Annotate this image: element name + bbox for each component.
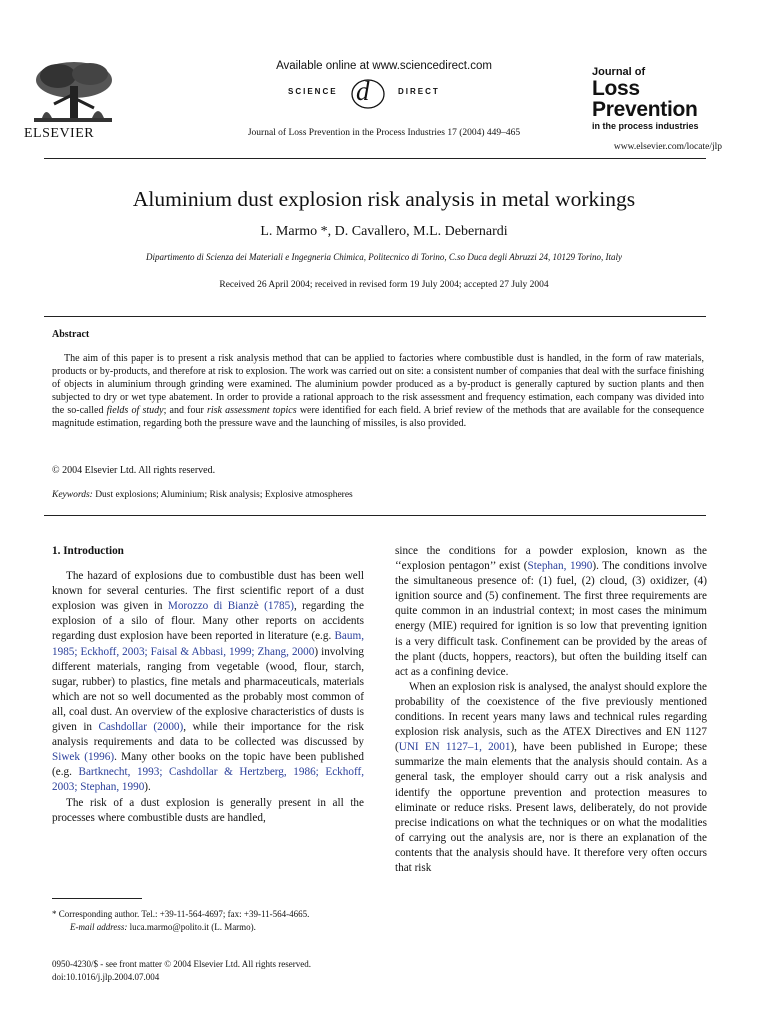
- journal-citation: Journal of Loss Prevention in the Process Industries 17 (2004) 449–465: [247, 128, 521, 138]
- paragraph-text: When an explosion risk is analysed, the analyst should explore the probability of the coexistence of the five previously mentioned conditions. In recent years many laws and technical rules regarding explosion risk analysis, such as the ATEX Directives and EN 1127 (: [395, 680, 707, 754]
- journal-logo-line2: Loss: [592, 77, 640, 100]
- abstract-top-rule: [44, 316, 706, 317]
- sciencedirect-at-circle-icon: [350, 78, 386, 110]
- sciencedirect-availability: Available online at www.sciencedirect.com: [276, 60, 492, 72]
- issn-line: 0950-4230/$ - see front matter © 2004 Elsevier Ltd. All rights reserved.: [52, 959, 312, 969]
- paragraph-text: The hazard of explosions due to combustible dust has been well known for several centuries. The first scientific report of a dust explosion was given in: [52, 570, 364, 613]
- article-authors: L. Marmo *, D. Cavallero, M.L. Debernardi: [260, 224, 508, 239]
- paragraph-text: ).: [144, 781, 151, 794]
- citation-link[interactable]: Siwek (1996): [52, 751, 115, 764]
- abstract-heading: Abstract: [52, 329, 90, 340]
- citation-link[interactable]: Cashdollar (2000): [98, 721, 184, 734]
- paragraph-text: ). The conditions involve the simultaneous presence of: (1) fuel, (2) cloud, (3) oxidizer, (4) ignition source and (5) confinement. The first three requirements are quite common in an industrial context; in most cases the minimum energy (MIE) required for ignition is so low that preventing ignition is a very difficult task. Confinement can be provided by the areas of the plant (ducts, hoppers, reactors), but often the building itself can act as a confining device.: [395, 560, 708, 678]
- sciencedirect-logo: [280, 76, 480, 110]
- sciencedirect-logo-at: d: [356, 76, 370, 106]
- citation-link[interactable]: Baum, 1985; Eckhoff, 2003; Faisal & Abbasi, 1999; Zhang, 2000: [52, 630, 364, 658]
- header-rule: [44, 158, 706, 159]
- paragraph-text: since the conditions for a powder explosion, known as the ‘‘explosion pentagon’’ exist (: [395, 545, 707, 573]
- paragraph: [395, 680, 707, 876]
- abstract-text-c: were identified for each field. A brief review of the methods that are available for the consequence magnitude estimation, regarding both the pressure wave and the launching of missiles, is also provided.: [52, 405, 705, 430]
- publisher-name: ELSEVIER: [24, 126, 95, 141]
- footnote-rule: [52, 898, 142, 899]
- paragraph-text: . Many other books on the topic have been published (e.g.: [52, 751, 364, 779]
- citation-link[interactable]: Morozzo di Bianzè (1785): [167, 600, 294, 613]
- body-column-left: [52, 544, 364, 826]
- journal-logo: [592, 66, 722, 132]
- paragraph: The risk of a dust explosion is generally present in all the processes where combustible dusts are handled,: [52, 796, 364, 824]
- paragraph-text: , while their importance for the risk analysis requirements and data to be collected was discussed by: [52, 721, 364, 749]
- sciencedirect-logo-left: SCIENCE: [288, 87, 338, 96]
- abstract-text-a: The aim of this paper is to present a risk analysis method that can be applied to factories where combustible dust is handled, in the form of raw materials, products or by-products, and therefore at risk to explosion. The work was carried out on site: a consistent number of companies that deal with the surface finishing of objects in aluminium through grinding were examined. The aluminium powder produced as a by-product is generally captured by suction plants and then subjected to dry or wet type abatement. In order to provide a rational approach to the risk assessment and frequency estimation, each company was divided into the so-called: [52, 353, 704, 417]
- keywords-list: Dust explosions; Aluminium; Risk analysis; Explosive atmospheres: [92, 490, 353, 500]
- front-matter-info: [52, 958, 392, 983]
- abstract-copyright: © 2004 Elsevier Ltd. All rights reserved.: [52, 465, 216, 476]
- corresponding-author-note: * Corresponding author. Tel.: +39-11-564-4697; fax: +39-11-564-4665.: [52, 909, 310, 919]
- journal-url[interactable]: www.elsevier.com/locate/jlp: [613, 142, 722, 152]
- journal-logo-line1: Journal of: [592, 66, 646, 78]
- email-note: [52, 921, 370, 934]
- sciencedirect-logo-right: DIRECT: [398, 87, 440, 96]
- email-label: E-mail address:: [70, 921, 128, 932]
- abstract-emphasis-topics: risk assessment topics: [206, 405, 297, 417]
- paragraph-text: ), have been published in Europe; these summarize the main elements that the analysis should contain. As a general task, the employer should carry out a risk analysis and identify the opportune prevention and protection measures to eliminate or reduce risks. Present laws, deliberately, do not provide precise indications on what the techniques or on what the modalities of carrying out the analysis are, nor is there an explanation of the contents that the analysis should have. It therefore very often occurs that risk: [395, 741, 707, 874]
- citation-link[interactable]: Bartknecht, 1993; Cashdollar & Hertzberg, 1986; Eckhoff, 2003; Stephan, 1990: [52, 766, 364, 794]
- paragraph-text: ) involving different materials, ranging from vegetable (wood, flour, starch, sugar, rubber) to plastics, fine metals and pharmaceuticals, materials which are not so well documented as the probably most common of all, coal dust. An overview of the explosive characteristics of dusts is given in: [52, 645, 364, 734]
- doi-line[interactable]: doi:10.1016/j.jlp.2004.07.004: [52, 971, 160, 982]
- article-received-dates: Received 26 April 2004; received in revised form 19 July 2004; accepted 27 July 2004: [219, 280, 549, 290]
- citation-link[interactable]: Stephan, 1990: [527, 560, 593, 573]
- article-affiliation: Dipartimento di Scienza dei Materiali e Ingegneria Chimica, Politecnico di Torino, C.so Duca degli Abruzzi 24, 10129 Torino, Italy: [146, 252, 622, 262]
- abstract-bottom-rule: [44, 515, 706, 516]
- section-heading-introduction: 1. Introduction: [52, 545, 124, 557]
- journal-logo-line4: in the process industries: [592, 121, 699, 131]
- paragraph: [52, 569, 364, 795]
- journal-logo-line3: Prevention: [592, 98, 698, 121]
- abstract-text-b: ; and four: [163, 405, 207, 417]
- footnote: [52, 908, 370, 933]
- keywords: [52, 490, 353, 500]
- abstract-text: [52, 352, 704, 431]
- article-title: Aluminium dust explosion risk analysis in metal workings: [132, 187, 636, 211]
- abstract-emphasis-fields: fields of study: [106, 405, 164, 417]
- paragraph-text: , regarding the explosion of a silo of flour. Many other reports on accidents regarding dust explosion have been reported in literature (e.g.: [52, 600, 364, 643]
- citation-link[interactable]: UNI EN 1127–1, 2001: [398, 741, 511, 754]
- paragraph: [395, 544, 707, 680]
- email-address[interactable]: luca.marmo@polito.it (L. Marmo).: [127, 921, 256, 932]
- keywords-label: Keywords:: [52, 490, 93, 500]
- elsevier-tree-icon: [28, 58, 118, 128]
- body-column-right: [395, 544, 707, 876]
